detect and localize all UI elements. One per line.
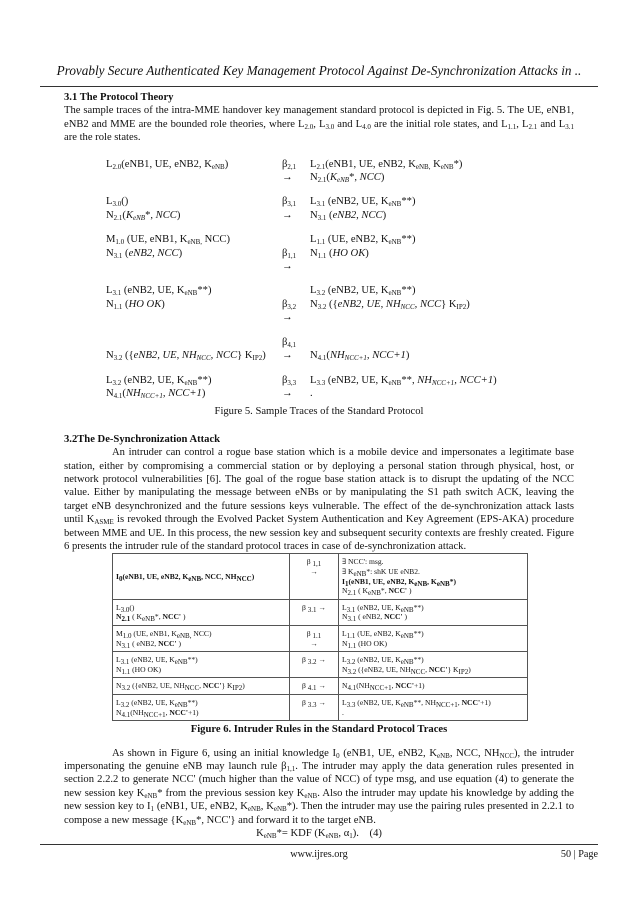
trace-row: $L_{3.2}$ (eNB2, UE, $K_{eNB}**$) $N_{4.1}(NH_{NCC+1}$, NCC+1) $\beta_{3,3}$ → $L_{3.3}$ (eNB2, UE, $K_{eNB}**$, $NH_{NCC+1}$, NCC+1) . xyxy=(106,374,497,400)
running-title: Provably Secure Authenticated Key Management Protocol Against De-Synchronization Attacks in .. xyxy=(56,63,582,78)
trace-row: $M_{1.0}$ (UE, eNB1, $K_{eNB,}$ NCC) $N_{3.1}$ (eNB2, NCC) $\beta_{1,1}$ → $L_{1.1}$ (UE, eNB2, $K_{eNB}**$) $N_{1.1}$ (HO OK) xyxy=(106,234,416,273)
section-3-2-paragraph: An intruder can control a rogue base station which is a mobile device and impersonates a legitimate base station, either by compromising a commercial station or by deploying a personal station through physical, host, or network protocol vulnerabilities [6]. The goal of the rogue base station attack is to disrupt the updating of the NCC value. Either by manipulating the message between eNBs or by manipulating the S1 path switch ACK, leaving the target eNB desynchronized and the future sessions keys vulnerable. The effect of the de-synchronization attack lasts until $K_{ASME}$ is revoked through the Evolved Packet System Authentication and Key Agreement (EPS-AKA) procedure between MME and UE. In this process, the new session key and subsequent security contexts are freshly created. Figure 6 presents the intruder rule of the standard protocol traces in case of de-synchronization attack. xyxy=(64,447,574,552)
running-header xyxy=(40,56,598,87)
trace-row: $N_{3.2}$ ({eNB2, UE, $NH_{NCC}$, NCC} $K_{IP2}$) $\beta_{4,1}$ → $N_{4.1}(NH_{NCC+1}$, NCC+1) xyxy=(106,336,410,363)
section-heading-3-2: 3.2The De-Synchronization Attack xyxy=(64,433,221,445)
table-row: $I_0(eNB1$, UE, eNB2, $K_{eNB}$, NCC, $NH_{NCC}$) β $_{1,1}$ → ∃ NCC': msg. ∃ $K_{eNB}*$: shK UE eNB2. $I_1(eNB1$, UE, eNB2, $K_{eNB}$, $K_{eNB}*$) $N_{2.1}$ ( $K_{eNB}*$, NCC' ) xyxy=(113,554,528,599)
figure-5-traces xyxy=(64,158,574,401)
table-row: $L_{3.2}$ (eNB2, UE, $K_{eNB}**$) $N_{4.1}(NH_{NCC+1}$, NCC'+1) β $_{3.3}$ → $L_{3.3}$ (eNB2, UE, $K_{eNB}**$, $NH_{NCC+1}$, NCC'+1) . xyxy=(113,694,528,720)
page-body xyxy=(64,91,574,840)
table-row: $L_{3.1}$ (eNB2, UE, $K_{eNB}**$) $N_{1.1}$ (HO OK) β $_{3.2}$ → $L_{3.2}$ (eNB2, UE, $K_{eNB}**$) $N_{3.2}$ ({eNB2, UE, $NH_{NCC}$, NCC'} $K_{IP2}$) xyxy=(113,652,528,678)
page-number: 50 | Page xyxy=(560,849,598,860)
section-3-2-paragraph-2: As shown in Figure 6, using an initial knowledge $I_0$ (eNB1, UE, eNB2, $K_{eNB}$, NCC, $NH_{NCC}$), the intruder impersonating the genuine eNB may launch rule $\beta_{1,1}$. The intruder may apply the data generation rules presented in section 2.2.2 to generate NCC' (much higher than the value of NCC) of type msg, and use equation (4) to generate the new session key $K_{eNB}*$ from the previous session key $K_{eNB}$. Also the intruder may update his knowledge by adding the new session key to $I_1$ (eNB1, UE, eNB2, $K_{eNB}$, $K_{eNB}*$). Then the intruder may use the pairing rules presented in 2.2.1 to compose a new message {$K_{eNB}*$, NCC'} and forward it to the target eNB. xyxy=(64,747,575,827)
trace-row: $L_{3.0}()$ $N_{2.1}(K_{eNB}*$, NCC) $\beta_{3,1}$ → $L_{3.1}$ (eNB2, UE, $K_{eNB}**$) $N_{3.1}$ (eNB2, NCC) xyxy=(106,196,416,222)
table-row: $M_{1.0}$ (UE, eNB1, $K_{eNB,}$ NCC) $N_{3.1}$ ( eNB2, NCC' ) β $_{1.1}$ → $L_{1.1}$ (UE, eNB2, $K_{eNB}**$) $N_{1.1}$ (HO OK) xyxy=(113,625,528,651)
figure-6-caption: Figure 6. Intruder Rules in the Standard Protocol Traces xyxy=(190,724,448,736)
page-footer xyxy=(40,844,598,865)
table-row: $N_{3.2}$ ({eNB2, UE, $NH_{NCC}$, NCC'} $K_{IP2}$) β $_{4.1}$ → $N_{4.1}(NH_{NCC+1}$, NCC'+1) xyxy=(113,678,528,695)
trace-row: $L_{3.1}$ (eNB2, UE, $K_{eNB}**$) $N_{1.1}$ (HO OK) $\beta_{3,2}$ → $L_{3.2}$ (eNB2, UE, $K_{eNB}**$) $N_{3.2}$ ({eNB2, UE, $NH_{NCC}$, NCC} $K_{IP2}$) xyxy=(106,285,470,324)
section-heading-3-1: 3.1 The Protocol Theory xyxy=(64,92,174,103)
table-row: $L_{3.0}()$ $N_{2.1}$ ( $K_{eNB}*$, NCC' ) β $_{3.1}$ → $L_{3.1}$ (eNB2, UE, $K_{eNB}**$) $N_{3.1}$ ( eNB2, NCC' ) xyxy=(113,599,528,625)
section-3-1-paragraph: The sample traces of the intra-MME handover key management standard protocol is depicted in Fig. 5. The UE, eNB1, eNB2 and MME are the bounded role theories, where $L_{2.0}$, $L_{3.0}$ and $L_{4.0}$ are the initial role states, and $L_{1.1}$, $L_{2.1}$ and $L_{3.1}$ are the role states. xyxy=(64,105,574,144)
figure-5-caption: Figure 5. Sample Traces of the Standard Protocol xyxy=(214,406,424,418)
equation-4: $K_{eNB}*=$ KDF ($K_{eNB}$, $\alpha_1$). (4) xyxy=(256,827,382,840)
trace-row: $L_{2.0}(eNB1$, UE, eNB2, $K_{eNB}$) $\beta_{2,1}$ → $L_{2.1}(eNB1$, UE, eNB2, $K_{eNB,}$ $K_{eNB}*$) $N_{2.1}(K_{eNB}*$, NCC) xyxy=(106,158,463,185)
journal-url: www.ijres.org xyxy=(290,849,348,860)
figure-6-table xyxy=(112,553,528,721)
